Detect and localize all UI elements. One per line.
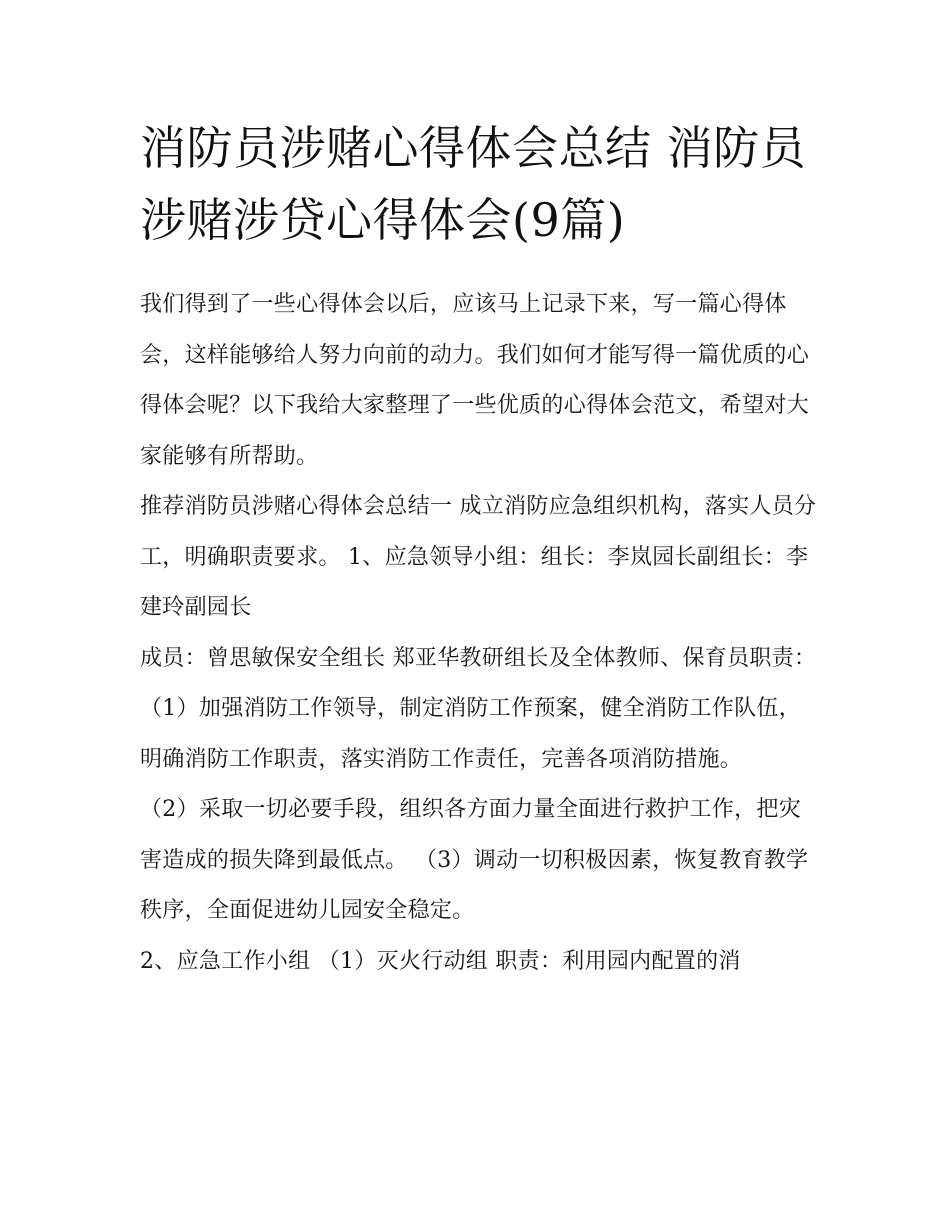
section-one-paragraph: 推荐消防员涉赌心得体会总结一 成立消防应急组织机构，落实人员分工，明确职责要求。 1、应急领导小组：组长：李岚园长副组长：李建玲副园长 [140, 494, 817, 620]
members-paragraph: 成员：曾思敏保安全组长 郑亚华教研组长及全体教师、保育员职责： [140, 645, 817, 671]
duty-item-1-paragraph: （1）加强消防工作领导，制定消防工作预案，健全消防工作队伍，明确消防工作职责，落实消防工作责任，完善各项消防措施。 [140, 696, 801, 772]
working-group-paragraph: 2、应急工作小组 （1）灭火行动组 职责：利用园内配置的消 [140, 948, 741, 974]
duty-item-2-3-paragraph: （2）采取一切必要手段，组织各方面力量全面进行救护工作，把灾害造成的损失降到最低点。 （3）调动一切积极因素，恢复教育教学秩序，全面促进幼儿园安全稳定。 [140, 797, 809, 923]
document-body [140, 280, 820, 987]
intro-paragraph: 我们得到了一些心得体会以后，应该马上记录下来，写一篇心得体会，这样能够给人努力向前的动力。我们如何才能写得一篇优质的心得体会呢？以下我给大家整理了一些优质的心得体会范文，希望对大家能够有所帮助。 [140, 292, 810, 469]
document-title: 消防员涉赌心得体会总结 消防员涉赌涉贷心得体会(9篇) [140, 121, 807, 247]
